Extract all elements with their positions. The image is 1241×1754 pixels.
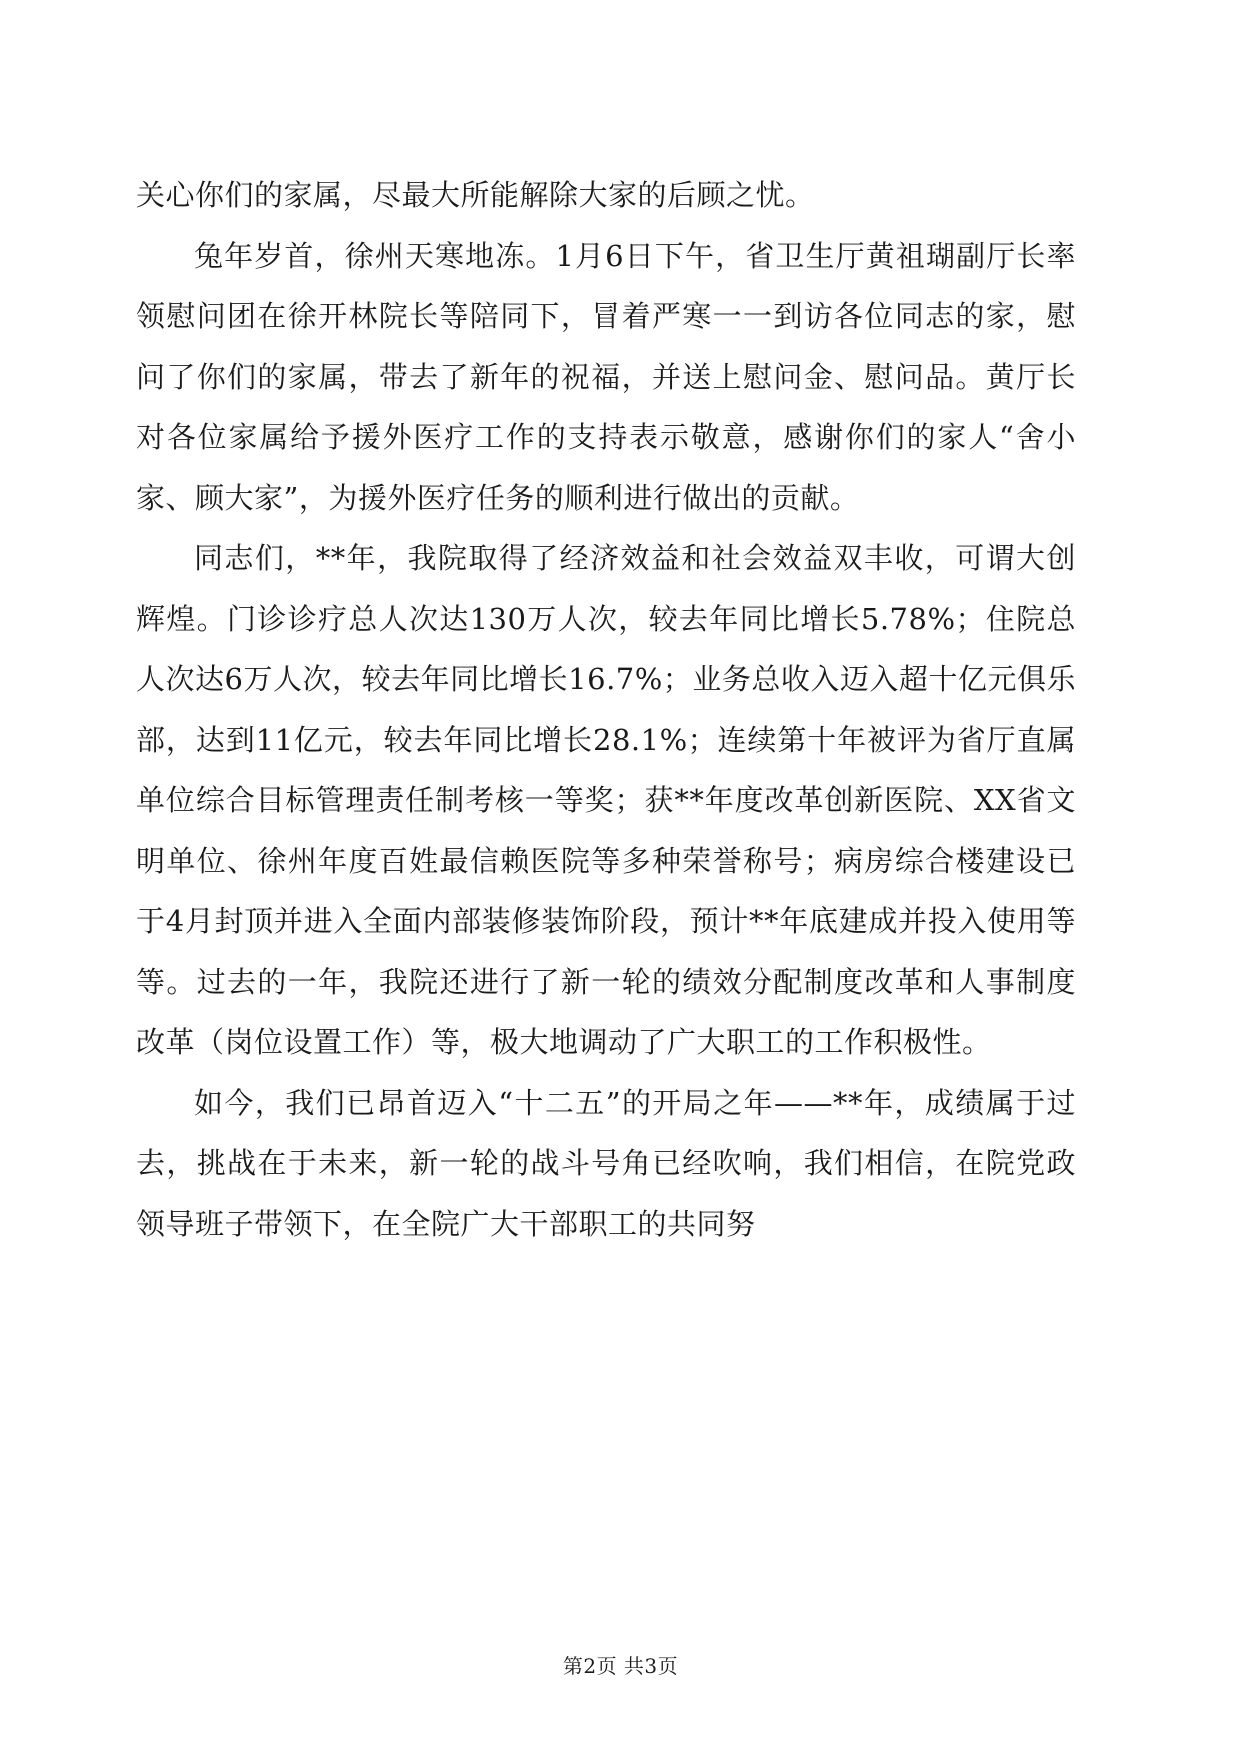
page-number-footer: 第2页 共3页	[562, 1654, 679, 1678]
paragraph-2: 兔年岁首，徐州天寒地冻。1月6日下午，省卫生厅黄祖瑚副厅长率领慰问团在徐开林院长等陪同下，冒着严寒一一到访各位同志的家，慰问了你们的家属，带去了新年的祝福，并送上慰问金、慰问品。黄厅长对各位家属给予援外医疗工作的支持表示敬意，感谢你们的家人“舍小家、顾大家”，为援外医疗任务的顺利进行做出的贡献。	[136, 238, 1076, 515]
paragraph-4: 如今，我们已昂首迈入“十二五”的开局之年——**年，成绩属于过去，挑战在于未来，新一轮的战斗号角已经吹响，我们相信，在院党政领导班子带领下，在全院广大干部职工的共同努	[136, 1085, 1076, 1241]
paragraph-1: 关心你们的家属，尽最大所能解除大家的后顾之忧。	[136, 178, 815, 212]
document-body	[136, 165, 1076, 1254]
paragraph-3: 同志们，**年，我院取得了经济效益和社会效益双丰收，可谓大创辉煌。门诊诊疗总人次达130万人次，较去年同比增长5.78%；住院总人次达6万人次，较去年同比增长16.7%；业务总收入迈入超十亿元俱乐部，达到11亿元，较去年同比增长28.1%；连续第十年被评为省厅直属单位综合目标管理责任制考核一等奖；获**年度改革创新医院、XX省文明单位、徐州年度百姓最信赖医院等多种荣誉称号；病房综合楼建设已于4月封顶并进入全面内部装修装饰阶段，预计**年底建成并投入使用等等。过去的一年，我院还进行了新一轮的绩效分配制度改革和人事制度改革（岗位设置工作）等，极大地调动了广大职工的工作积极性。	[136, 541, 1076, 1059]
